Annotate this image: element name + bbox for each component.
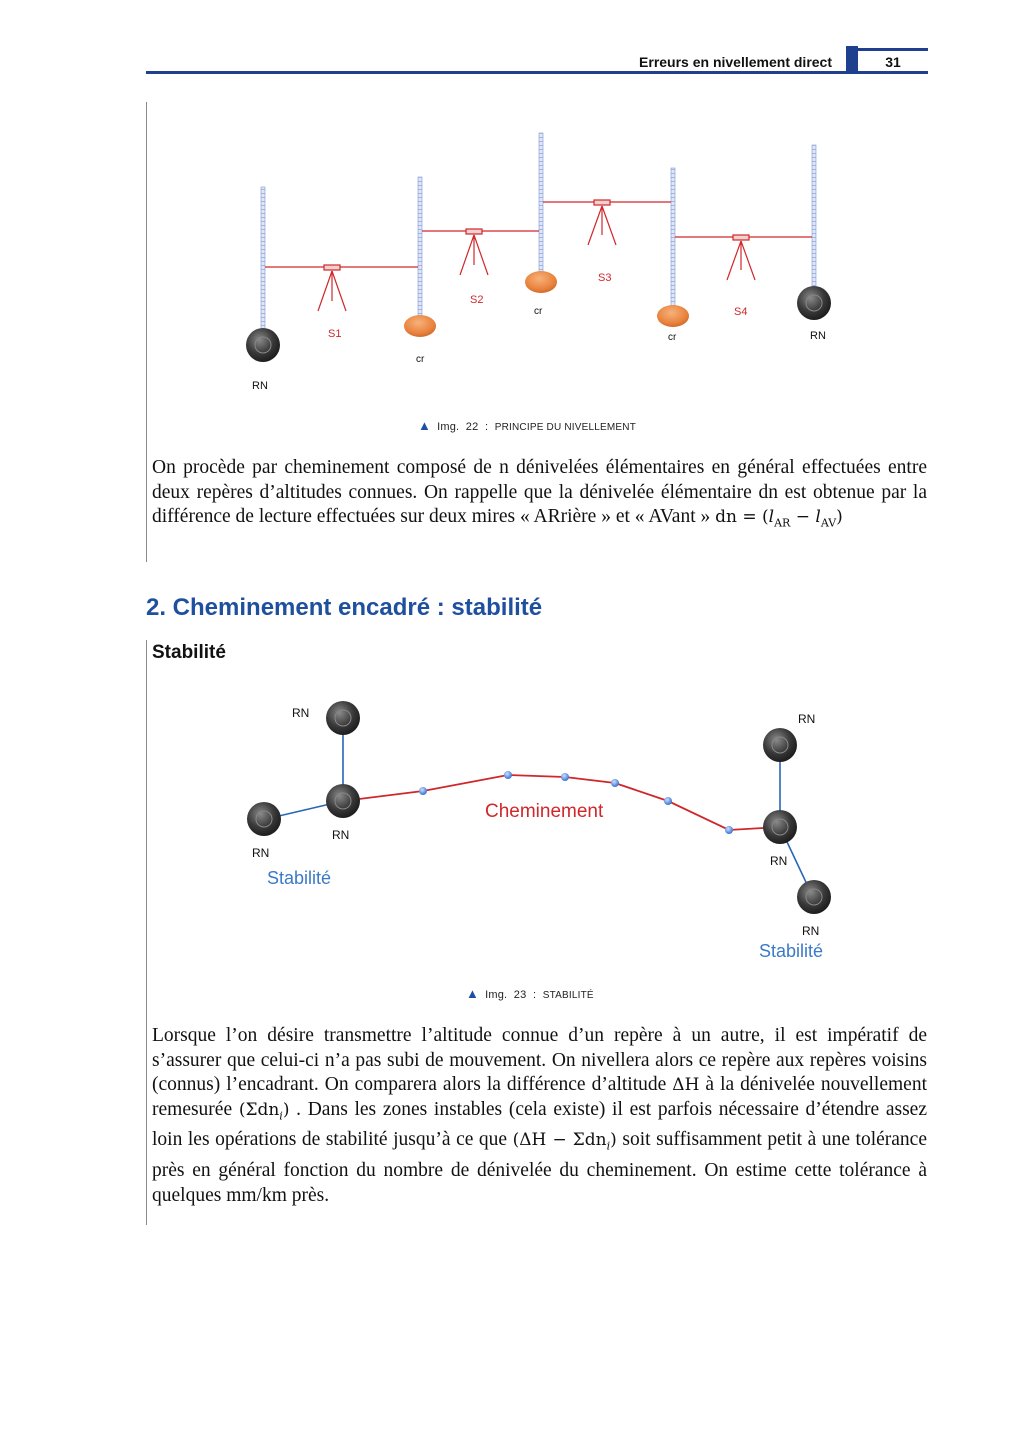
station-label: S2 — [470, 294, 484, 306]
rn-label: RN — [292, 706, 310, 720]
stability-label: Stabilité — [267, 868, 332, 888]
page-number: 31 — [858, 48, 928, 75]
rn-label: RN — [332, 828, 350, 842]
staff — [671, 168, 675, 308]
staff — [539, 133, 543, 273]
triangle-icon: ▲ — [418, 418, 432, 433]
staff — [418, 177, 422, 317]
change-point-plate — [404, 315, 436, 337]
change-point-plate — [525, 271, 557, 293]
cr-label: cr — [534, 306, 543, 317]
level-instrument — [588, 200, 616, 245]
level-instrument — [318, 265, 346, 311]
rn-label: RN — [770, 854, 788, 868]
figure-leveling-principle — [230, 125, 850, 400]
rn-label: RN — [252, 846, 270, 860]
station-label: S3 — [598, 272, 612, 284]
staff — [812, 145, 816, 293]
rn-label: RN — [810, 330, 826, 342]
figure-caption: ▲ Img. 23 : STABILITÉ — [466, 986, 594, 1001]
figure-caption: ▲ Img. 22 : PRINCIPE DU NIVELLEMENT — [418, 418, 637, 433]
section-heading: 2. Cheminement encadré : stabilité — [146, 594, 543, 621]
triangle-icon: ▲ — [466, 986, 480, 1001]
paragraph-stability: Lorsque l’on désire transmettre l’altitude connue d’un repère à un autre, il est impératif de s’assurer que celui-ci n’a pas subi de mouvement. On nivellera alors ce repère aux repères voisins (connus) l’encadrant. On comparera alors la différence d’altitude ΔH à la dénivelée nouvellement remesurée (Σdn$_i$) . Dans les zones instables (cela existe) il est parfois nécessaire d’étendre assez loin les opérations de stabilité jusqu’à ce que (ΔH − Σdn$_i$) soit suffisamment petit à une tolérance près en général fonction du nombre de dénivelée du cheminement. On estime cette tolérance à quelques mm/km près. — [152, 1025, 927, 1206]
page-header — [146, 48, 928, 74]
staff — [261, 187, 265, 335]
rn-label: RN — [252, 380, 268, 392]
figure-stability — [240, 695, 840, 965]
formula-delta-h: ΔH — [672, 1075, 700, 1095]
station-label: S4 — [734, 306, 748, 318]
stability-label: Stabilité — [759, 941, 824, 961]
formula-dn: dn = $(l_{AR} - l_{AV})$ — [715, 507, 843, 530]
cr-label: cr — [668, 332, 677, 343]
header-rule — [146, 71, 928, 74]
cheminement-label: Cheminement — [485, 801, 604, 822]
formula-sum-dn: (Σdn$_i$) — [238, 1099, 290, 1122]
header-divider — [846, 46, 858, 72]
benchmark-disk — [246, 328, 280, 362]
rn-label: RN — [802, 924, 820, 938]
margin-bar — [146, 640, 147, 1225]
rn-label: RN — [798, 712, 816, 726]
margin-bar — [146, 102, 147, 562]
subheading: Stabilité — [152, 642, 226, 663]
level-instrument — [727, 235, 755, 280]
formula-difference: (ΔH − Σdn$_i$) — [512, 1130, 617, 1153]
level-instrument — [460, 229, 488, 275]
station-label: S1 — [328, 328, 342, 340]
change-point-plate — [657, 305, 689, 327]
cr-label: cr — [416, 354, 425, 365]
benchmark-disk — [797, 286, 831, 320]
running-title: Erreurs en nivellement direct — [639, 54, 832, 70]
paragraph-intro: On procède par cheminement composé de n dénivelées élémentaires en général effectuées entre deux repères d’altitudes connues. On rappelle que la dénivelée élémentaire dn est obtenue par la différence de lecture effectuées sur deux mires « ARrière » et « AVant » dn = $(l_{AR} - l_{AV})$ — [152, 457, 927, 530]
